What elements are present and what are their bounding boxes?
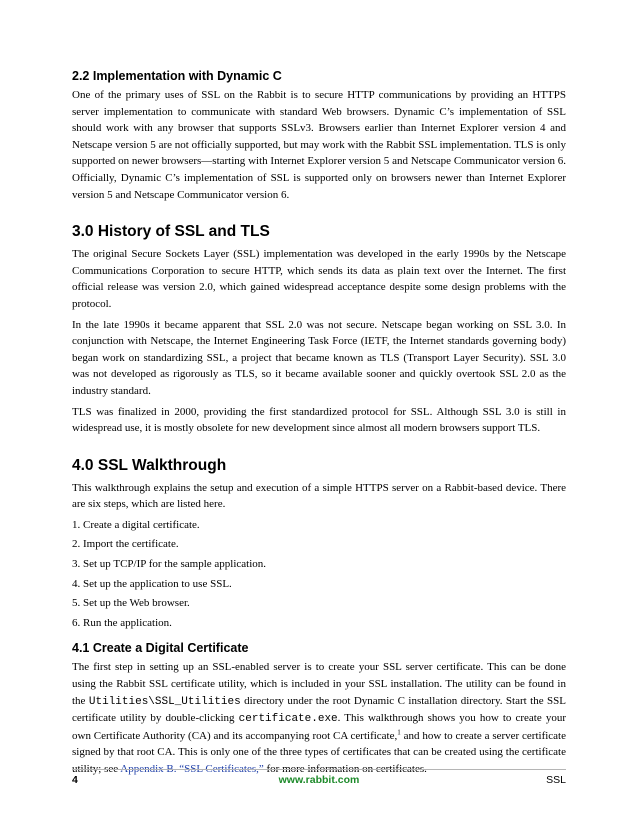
step-5: 5. Set up the Web browser. — [72, 597, 190, 610]
paragraph-3-0-c: TLS was finalized in 2000, providing the first standardized protocol for SSL. Although SSL 3.0 is still in widespread use, it is mostly obsolete for new development since almost all modern browsers support TLS. — [72, 405, 566, 435]
page-number: 4 — [72, 774, 78, 786]
document-title: SSL — [546, 774, 566, 786]
text-segment: directory under the root Dynamic C installation directory. Start the SSL certificate utility by double-clicking — [72, 694, 566, 725]
heading-2-2: 2.2 Implementation with Dynamic C — [72, 69, 282, 83]
executable-name: certificate.exe — [238, 713, 338, 726]
website-link[interactable]: www.rabbit.com — [278, 774, 360, 786]
page-content — [72, 66, 566, 782]
page-footer — [72, 774, 566, 788]
step-1: 1. Create a digital certificate. — [72, 518, 200, 531]
text-segment: and how to create a server certificate signed by that root CA. This is only one of the three types of certificates that can be created using the certificate utility; see — [72, 729, 566, 775]
step-3: 3. Set up TCP/IP for the sample application. — [72, 558, 267, 571]
paragraph-4-1 — [72, 659, 566, 777]
appendix-b-link[interactable]: Appendix B. “SSL Certificates,” — [120, 763, 264, 775]
paragraph-3-0-a: The original Secure Sockets Layer (SSL) implementation was developed in the early 1990s by the Netscape Communications Corporation to secure HTTP, which sends its data as plain text over the Internet. The first official release was version 2.0, which gained widespread acceptance despite some design problems with the protocol. — [72, 248, 566, 310]
footnote-marker[interactable]: 1 — [397, 728, 401, 737]
text-segment: The first step in setting up an SSL-enabled server is to create your SSL server certificate. This can be done using the Rabbit SSL certificate utility, which is included in your SSL installation. The utility can be found in the — [72, 661, 566, 707]
heading-4-0: 4.0 SSL Walkthrough — [72, 456, 227, 474]
step-4: 4. Set up the application to use SSL. — [72, 577, 232, 590]
paragraph-4-0: This walkthrough explains the setup and execution of a simple HTTPS server on a Rabbit-based device. There are six steps, which are listed here. — [72, 481, 566, 511]
heading-4-1: 4.1 Create a Digital Certificate — [72, 641, 249, 656]
paragraph-2-2: One of the primary uses of SSL on the Rabbit is to secure HTTP communications by providing an HTTPS server implementation to communicate with standard Web browsers. Dynamic C’s implementation of SSL should work with any browser that supports SSLv3. Browsers earlier than Internet Explorer version 4 and Netscape version 5 are not officially supported, but may work with the Rabbit SSL implementation. TLS is only supported on newer browsers—starting with Internet Explorer version 5 and Netscape Communicator version 6. Officially, Dynamic C’s implementation of SSL is supported only on browsers newer than Internet Explorer version 5 and Netscape Communicator version 6. — [72, 89, 566, 201]
text-segment: for more information on certificates. — [263, 763, 427, 775]
text-segment: . This walkthrough shows you how to create your own Certificate Authority (CA) and its accompanying root CA certificate, — [72, 712, 566, 742]
paragraph-3-0-b: In the late 1990s it became apparent that SSL 2.0 was not secure. Netscape began working on SSL 3.0. In conjunction with Netscape, the Internet Engineering Task Force (IETF, the Internet standards governing body) began work on standardizing SSL, a project that became known as TLS (Transport Layer Security). SSL 3.0 was not developed as rigorously as TLS, so it became available sooner and quickly overtook SSL 2.0 as the industry standard. — [72, 318, 566, 397]
footer-divider — [72, 769, 566, 770]
heading-3-0: 3.0 History of SSL and TLS — [72, 223, 270, 241]
step-2: 2. Import the certificate. — [72, 538, 179, 551]
step-6: 6. Run the application. — [72, 616, 172, 629]
directory-path: Utilities\SSL_Utilities — [88, 695, 241, 708]
